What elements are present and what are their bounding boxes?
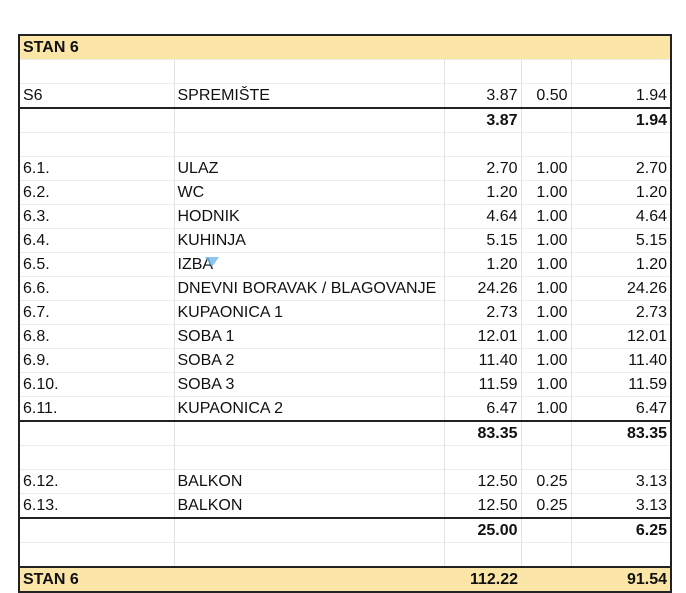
room-net-area: 2.73 xyxy=(571,301,671,325)
room-area: 2.73 xyxy=(444,301,521,325)
cursor-arrow-icon xyxy=(205,257,219,267)
subtotal-net-area: 83.35 xyxy=(571,421,671,446)
table-row xyxy=(19,325,671,349)
table-row xyxy=(19,277,671,301)
room-code: 6.5. xyxy=(19,253,174,277)
room-net-area: 2.70 xyxy=(571,157,671,181)
room-net-area: 11.40 xyxy=(571,349,671,373)
room-name: SPREMIŠTE xyxy=(174,84,444,109)
room-name: SOBA 1 xyxy=(174,325,444,349)
table-title: STAN 6 xyxy=(19,35,671,60)
room-area: 11.59 xyxy=(444,373,521,397)
room-code: 6.3. xyxy=(19,205,174,229)
room-factor: 1.00 xyxy=(521,205,571,229)
room-code: 6.6. xyxy=(19,277,174,301)
room-net-area: 11.59 xyxy=(571,373,671,397)
room-name: HODNIK xyxy=(174,205,444,229)
room-factor: 1.00 xyxy=(521,253,571,277)
room-area: 4.64 xyxy=(444,205,521,229)
subtotal-net-area: 1.94 xyxy=(571,108,671,133)
table-row xyxy=(19,229,671,253)
area-table xyxy=(18,34,672,593)
room-net-area: 5.15 xyxy=(571,229,671,253)
room-area: 6.47 xyxy=(444,397,521,422)
table-row xyxy=(19,397,671,422)
room-area: 1.20 xyxy=(444,181,521,205)
room-code: 6.8. xyxy=(19,325,174,349)
spacer-row xyxy=(19,446,671,470)
room-net-area: 1.20 xyxy=(571,181,671,205)
room-area: 1.20 xyxy=(444,253,521,277)
room-net-area: 3.13 xyxy=(571,494,671,519)
room-factor: 1.00 xyxy=(521,157,571,181)
room-name: SOBA 3 xyxy=(174,373,444,397)
room-area: 3.87 xyxy=(444,84,521,109)
table-row xyxy=(19,181,671,205)
room-net-area: 6.47 xyxy=(571,397,671,422)
subtotal-row xyxy=(19,518,671,543)
total-row xyxy=(19,567,671,592)
table-row xyxy=(19,470,671,494)
subtotal-area: 83.35 xyxy=(444,421,521,446)
table-row xyxy=(19,349,671,373)
room-name: WC xyxy=(174,181,444,205)
room-code: 6.2. xyxy=(19,181,174,205)
room-name: KUPAONICA 1 xyxy=(174,301,444,325)
room-net-area: 12.01 xyxy=(571,325,671,349)
table-title-row xyxy=(19,35,671,60)
table-row xyxy=(19,84,671,109)
room-factor: 1.00 xyxy=(521,229,571,253)
spacer-row xyxy=(19,60,671,84)
room-net-area: 1.94 xyxy=(571,84,671,109)
room-name: BALKON xyxy=(174,470,444,494)
room-net-area: 24.26 xyxy=(571,277,671,301)
room-code: 6.1. xyxy=(19,157,174,181)
subtotal-row xyxy=(19,421,671,446)
rooms-group xyxy=(19,157,671,422)
room-net-area: 4.64 xyxy=(571,205,671,229)
room-area: 24.26 xyxy=(444,277,521,301)
room-factor: 0.25 xyxy=(521,494,571,519)
room-name: IZBA xyxy=(174,253,444,277)
table-row xyxy=(19,373,671,397)
room-name: KUPAONICA 2 xyxy=(174,397,444,422)
room-code: 6.9. xyxy=(19,349,174,373)
room-area: 12.01 xyxy=(444,325,521,349)
area-table-sheet xyxy=(18,34,670,593)
room-name: DNEVNI BORAVAK / BLAGOVANJE xyxy=(174,277,444,301)
room-factor: 0.50 xyxy=(521,84,571,109)
room-name: SOBA 2 xyxy=(174,349,444,373)
room-code: 6.10. xyxy=(19,373,174,397)
room-code: 6.13. xyxy=(19,494,174,519)
room-code: 6.12. xyxy=(19,470,174,494)
total-label: STAN 6 xyxy=(19,567,444,592)
subtotal-net-area: 6.25 xyxy=(571,518,671,543)
room-factor: 1.00 xyxy=(521,181,571,205)
room-area: 2.70 xyxy=(444,157,521,181)
subtotal-area: 3.87 xyxy=(444,108,521,133)
table-row xyxy=(19,157,671,181)
room-code: S6 xyxy=(19,84,174,109)
room-name: BALKON xyxy=(174,494,444,519)
total-area: 112.22 xyxy=(444,567,521,592)
room-factor: 1.00 xyxy=(521,277,571,301)
balconies-group xyxy=(19,470,671,519)
room-factor: 1.00 xyxy=(521,349,571,373)
room-factor: 1.00 xyxy=(521,325,571,349)
room-factor: 1.00 xyxy=(521,397,571,422)
room-area: 5.15 xyxy=(444,229,521,253)
room-name: ULAZ xyxy=(174,157,444,181)
room-net-area: 3.13 xyxy=(571,470,671,494)
room-area: 12.50 xyxy=(444,470,521,494)
room-code: 6.4. xyxy=(19,229,174,253)
room-factor: 1.00 xyxy=(521,301,571,325)
subtotal-area: 25.00 xyxy=(444,518,521,543)
room-code: 6.11. xyxy=(19,397,174,422)
table-row xyxy=(19,301,671,325)
spacer-row xyxy=(19,133,671,157)
room-area: 11.40 xyxy=(444,349,521,373)
table-row xyxy=(19,205,671,229)
room-area: 12.50 xyxy=(444,494,521,519)
total-net-area: 91.54 xyxy=(571,567,671,592)
room-factor: 1.00 xyxy=(521,373,571,397)
subtotal-row xyxy=(19,108,671,133)
room-factor: 0.25 xyxy=(521,470,571,494)
room-net-area: 1.20 xyxy=(571,253,671,277)
table-row xyxy=(19,494,671,519)
room-code: 6.7. xyxy=(19,301,174,325)
room-name: KUHINJA xyxy=(174,229,444,253)
spacer-row xyxy=(19,543,671,568)
table-row xyxy=(19,253,671,277)
